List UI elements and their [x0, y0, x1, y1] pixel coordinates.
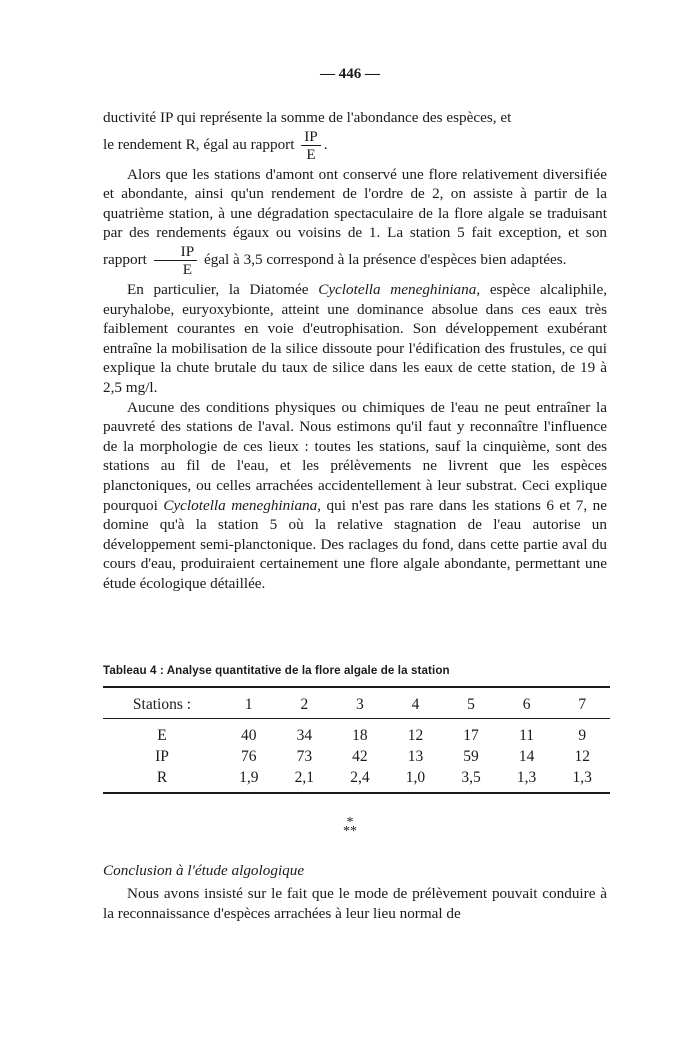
paragraph-2-last-line: correspond à la présence d'espèces bien adaptées.	[266, 250, 567, 268]
paragraph-1-line-2-text: le rendement R, égal au rapport	[103, 135, 295, 153]
table-cell: 42	[352, 747, 368, 765]
paragraph-3-lead: En particulier, la Diatomée	[127, 280, 309, 298]
section-title: Conclusion à l'étude algologique	[103, 862, 305, 879]
table-cell: 14	[518, 747, 535, 765]
conclusion-text	[103, 884, 607, 923]
paragraph-4-lead: Aucune des conditions physiques ou chimiques de l'eau ne peut entraîner la pauvreté des stations de l'aval. Nous estimons qu'il faut y reconnaître l'influence de la morphologie de ces lieux : toutes les stations, sauf la cinquième, sont des stations au fil de l'eau, et les prélèvements ne livrent que les espèces planctoniques, ou celles arrachées accidentellement à leur substrat. Ceci explique pourquoi	[103, 398, 607, 514]
table-cell: 1,0	[405, 768, 426, 786]
table-cell: 13	[407, 747, 424, 765]
paragraph-2-ratio-value: égal à 3,5	[203, 250, 263, 268]
species-name: Cyclotella meneghiniana	[163, 496, 318, 514]
table-row-e	[103, 725, 610, 746]
ratio-denominator: E	[301, 145, 321, 163]
station-header: 3	[356, 695, 364, 713]
paragraph-2	[103, 165, 607, 278]
table-cell: 76	[241, 747, 257, 765]
ratio-ip-over-e-station-5	[154, 243, 198, 278]
page-number: — 446 —	[320, 66, 380, 82]
row-label: IP	[155, 747, 169, 765]
ratio-numerator: IP	[180, 242, 195, 260]
paragraph-5: Nous avons insisté sur le fait que le mode de prélèvement pouvait conduire à la reconnaissance d'espèces arrachées à leur lieu normal de	[103, 885, 607, 922]
table-cell: 12	[407, 726, 424, 744]
row-label: R	[156, 768, 168, 786]
ratio-ip-over-e	[301, 128, 321, 163]
table-cell: 18	[352, 726, 368, 744]
table-bottom-rule	[103, 792, 610, 794]
station-header: 5	[467, 695, 475, 713]
ratio-denominator: E	[154, 260, 198, 278]
station-header: 2	[300, 695, 309, 713]
station-table	[103, 692, 610, 788]
table-row-ip	[103, 746, 610, 767]
main-text	[103, 108, 607, 593]
station-header: 6	[522, 695, 531, 713]
ratio-numerator: IP	[304, 127, 318, 145]
paragraph-1-line-1: ductivité IP qui représente la somme de l'abondance des espèces, et	[103, 109, 512, 126]
table-cell: 59	[463, 747, 479, 765]
paragraph-1-end: .	[323, 135, 328, 153]
table-cell: 73	[296, 747, 313, 765]
header-label: Stations :	[132, 695, 192, 713]
station-header: 4	[411, 695, 420, 713]
table-cell: 2,1	[294, 768, 315, 786]
section-separator: * **	[343, 815, 357, 839]
station-header: 7	[578, 695, 587, 713]
table-caption: Tableau 4 : Analyse quantitative de la flore algale de la station	[103, 664, 450, 677]
table-header-row	[103, 692, 610, 717]
table-cell: 40	[241, 726, 257, 744]
paragraph-1-line-2	[103, 127, 328, 163]
row-label: E	[157, 726, 167, 744]
table-row-r	[103, 767, 610, 788]
table-cell: 9	[578, 726, 587, 744]
table-cell: 17	[463, 726, 479, 744]
paragraph-4-rest: , qui n'est pas rare dans les stations 6 et 7, ne domine qu'à la station 5 où la relative stagnation de l'eau autorise un développement semi-planctonique. Des raclages du fond, dans cette partie aval du cours d'eau, produiraient certainement une flore algale abondante, permettant une étude écologique détaillée.	[103, 496, 607, 592]
table-cell: 11	[519, 726, 535, 744]
table-cell: 1,3	[516, 768, 537, 786]
paragraph-2-text: Alors que les stations d'amont ont conservé une flore relativement diversifiée et abondante, ainsi qu'un rendement de l'ordre de 2, on assiste à partir de la quatrième station, à une dégradation spectaculaire de la flore algale se traduisant par des rendements égaux ou voisins	[103, 165, 607, 242]
table-cell: 1,3	[572, 768, 592, 786]
paragraph-3	[103, 280, 607, 398]
paragraph-1	[103, 108, 607, 163]
table-cell: 3,5	[461, 768, 481, 786]
station-header: 1	[244, 695, 253, 713]
table-cell: 2,4	[350, 768, 370, 786]
paragraph-4	[103, 398, 607, 594]
table-top-rule	[103, 686, 610, 688]
paragraph-3-rest: , espèce alcaliphile, euryhalobe, euryoxybionte, atteint une dominance absolue dans ces eaux très faiblement courantes en voie d'eutrophisation. Son développement exubérant entraîne la mobilisation de la silice dissoute pour l'édification des frustules, ce qui explique la chute brutale du taux de silice dans les eaux de cette station, de 19 à 2,5 mg/l.	[103, 280, 608, 396]
species-name: Cyclotella meneghiniana	[318, 280, 477, 298]
table-cell: 34	[296, 726, 313, 744]
table-cell: 12	[574, 747, 590, 765]
table-cell: 1,9	[239, 768, 259, 786]
paragraph-2-frac-line: de 1. La station 5 fait exception, et son rapport	[103, 224, 608, 268]
